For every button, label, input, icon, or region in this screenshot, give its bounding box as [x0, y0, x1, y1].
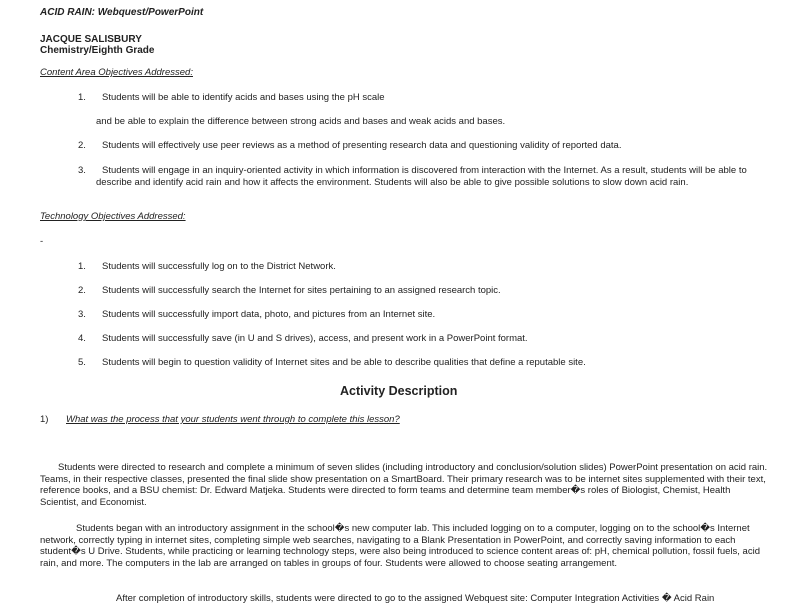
- content-objective-number: 3.: [78, 165, 86, 176]
- document-title: ACID RAIN: Webquest/PowerPoint: [40, 7, 204, 18]
- activity-description-heading: Activity Description: [340, 384, 458, 398]
- tech-objective-text: Students will successfully log on to the District Network.: [102, 261, 336, 272]
- tech-objective-number: 1.: [78, 261, 86, 272]
- question-text: What was the process that your students went through to complete this lesson?: [66, 414, 400, 425]
- content-objective-text: Students will effectively use peer reviews as a method of presenting research data and questioning validity of reported data.: [102, 140, 622, 151]
- tech-objective-number: 5.: [78, 357, 86, 368]
- content-objective-text: Students will be able to identify acids and bases using the pH scale: [102, 92, 385, 103]
- author-name: JACQUE SALISBURY: [40, 34, 142, 45]
- tech-objective-text: Students will successfully search the Internet for sites pertaining to an assigned research topic.: [102, 285, 501, 296]
- activity-paragraph: Students began with an introductory assignment in the school�s new computer lab. This included logging on to a computer, logging on to the school�s Internet network, correctly typing in internet sites, completing simple web searches, navigating to a Blank Presentation in PowerPoint, and correctly saving information to each student�s U Drive. Students, while practicing or learning technology steps, were also being introduced to science content areas of: pH, chemical pollution, fossil fuels, acid rain, and more. The computers in the lab are arranged on tables in groups of four. Students were allowed to choose seating arrangement.: [40, 523, 760, 569]
- activity-paragraph: After completion of introductory skills, students were directed to go to the assigned Webquest site: Computer Integration Activities � Acid Rain: [116, 593, 715, 604]
- content-objectives-heading: Content Area Objectives Addressed:: [40, 67, 193, 78]
- tech-objective-text: Students will successfully import data, photo, and pictures from an Internet site.: [102, 309, 436, 320]
- content-objective-number: 1.: [78, 92, 86, 103]
- content-objective-text: Students will engage in an inquiry-oriented activity in which information is discovered from interaction with the Internet. As a result, students will be able to describe and identify acid rain and how it affects the environment. Students will also be able to give possible solutions to slow down acid rain.: [96, 165, 747, 188]
- technology-objectives-heading: Technology Objectives Addressed:: [40, 211, 186, 222]
- tech-objective-number: 4.: [78, 333, 86, 344]
- tech-objective-number: 3.: [78, 309, 86, 320]
- tech-objective-number: 2.: [78, 285, 86, 296]
- stray-dash: -: [40, 236, 44, 247]
- subject-grade: Chemistry/Eighth Grade: [40, 45, 155, 56]
- content-objective-number: 2.: [78, 140, 86, 151]
- tech-objective-text: Students will begin to question validity of Internet sites and be able to describe qualities that define a reputable site.: [102, 357, 586, 368]
- activity-paragraph: Students were directed to research and complete a minimum of seven slides (including introductory and conclusion/solution slides) PowerPoint presentation on acid rain. Teams, in their respective classes, presented the final slide show presentation on a SmartBoard. Their primary research was to be internet sites supplemented with their text, reference books, and a BSU chemist: Dr. Edward Matjeka. Students were directed to form teams and determine team member�s roles of Biologist, Chemist, Health Scientist, and Economist.: [40, 462, 768, 508]
- content-objective-continuation: and be able to explain the difference between strong acids and bases and weak acids and bases.: [96, 116, 506, 127]
- tech-objective-text: Students will successfully save (in U and S drives), access, and present work in a PowerPoint format.: [102, 333, 528, 344]
- question-number: 1): [40, 414, 49, 425]
